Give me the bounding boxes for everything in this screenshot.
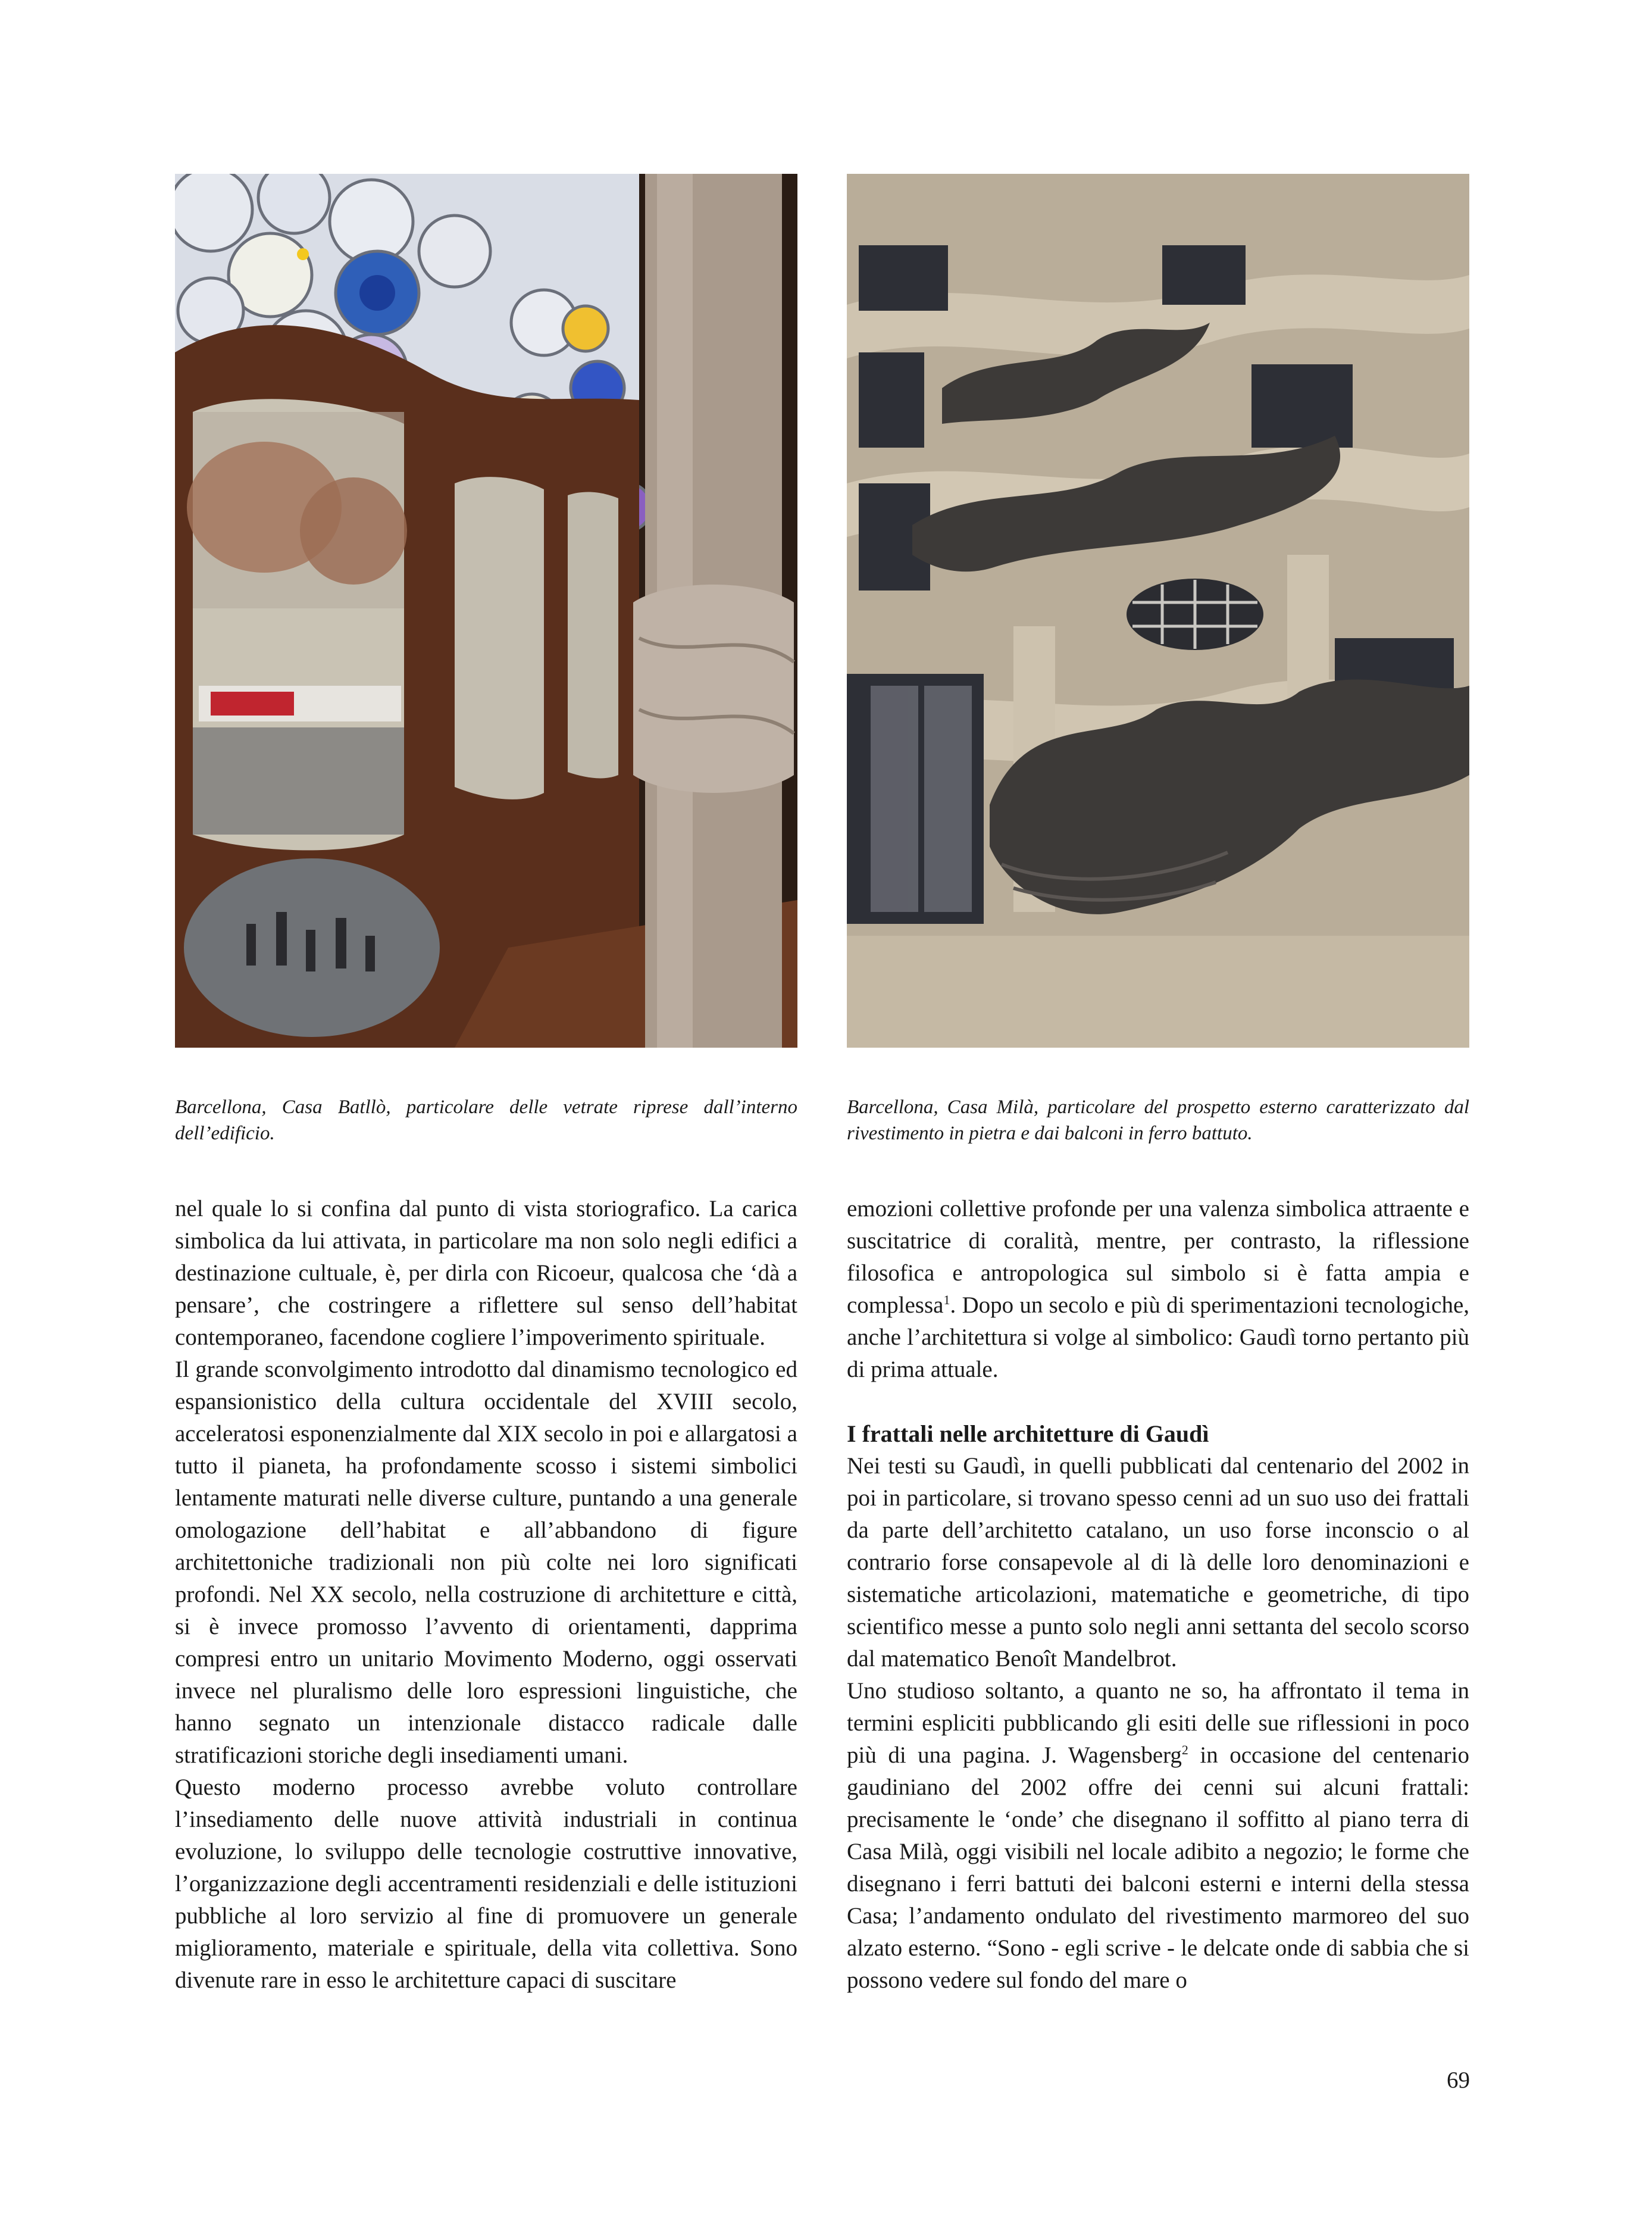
stone-facade-illustration	[847, 174, 1469, 1048]
caption-casa-batllo: Barcellona, Casa Batllò, particolare delle vetrate riprese dall’interno dell’edificio.	[175, 1096, 797, 1144]
paragraph-text: in occasione del centenario gaudiniano del 2002 offre dei cenni sui alcuni frattali: precisamente le ‘onde’ che disegnano il soffitto al piano terra di Casa Milà, oggi visibili nel locale adibito a negozio; le forme che disegnano i ferri battuti dei balconi esterni e interni della stessa Casa; l’andamento ondulato del rivestimento marmoreo del suo alzato esterno. “Sono - egli scrive - le delcate onde di sabbia che si possono vedere sul fondo del mare o	[847, 1742, 1469, 1993]
paragraph-text: emozioni collettive profonde per una valenza simbolica attraente e suscitatrice di coralità, mentre, per contrasto, la riflessione filosofica e antropologica sul simbolo si è fatta ampia e complessa	[847, 1196, 1469, 1318]
caption-casa-mila: Barcellona, Casa Milà, particolare del prospetto esterno caratterizzato dal rivestimento in pietra e dai balconi in ferro battuto.	[847, 1096, 1469, 1144]
left-text-column	[175, 1193, 797, 1997]
paragraph	[847, 1675, 1469, 1997]
stained-glass-window-illustration	[175, 174, 797, 1048]
paragraph-text: Uno studioso soltanto, a quanto ne so, ha affrontato il tema in termini espliciti pubblicando gli esiti delle sue riflessioni in poco più di una pagina. J. Wagensberg	[847, 1678, 1469, 1768]
photo-casa-batllo	[175, 174, 797, 1048]
footnote-ref-2[interactable]: 2	[1181, 1742, 1188, 1757]
paragraph: Questo moderno processo avrebbe voluto controllare l’insediamento delle nuove attività industriali in continua evoluzione, lo sviluppo delle tecnologie costruttive innovative, l’organizzazione degli accentramenti residenziali e delle istituzioni pubbliche al loro servizio al fine di promuovere un generale miglioramento, materiale e spirituale, della vita collettiva. Sono divenute rare in esso le architetture capaci di suscitare	[175, 1775, 797, 1993]
right-text-column	[847, 1193, 1469, 1997]
page-number: 69	[1447, 2067, 1470, 2093]
footnote-ref-1[interactable]: 1	[943, 1292, 950, 1307]
section-heading: I frattali nelle architetture di Gaudì	[847, 1420, 1209, 1447]
paragraph: Nei testi su Gaudì, in quelli pubblicati dal centenario del 2002 in poi in particolare, si trovano spesso cenni ad un suo uso dei frattali da parte dell’architetto catalano, un uso forse inconscio o al contrario forse consapevole al di là delle loro denominazioni e sistematiche articolazioni, matematiche e geometriche, di tipo scientifico messe a punto solo negli anni settanta del secolo scorso dal matematico Benoît Mandelbrot.	[847, 1453, 1469, 1672]
paragraph-text: . Dopo un secolo e più di sperimentazioni tecnologiche, anche l’architettura si volge al simbolico: Gaudì torno pertanto più di prima attuale.	[847, 1292, 1469, 1382]
photo-casa-mila	[847, 174, 1469, 1048]
paragraph: nel quale lo si confina dal punto di vista storiografico. La carica simbolica da lui attivata, in particolare ma non solo negli edifici a destinazione cultuale, è, per dirla con Ricoeur, qualcosa che ‘dà a pensare’, che costringere a riflettere sul senso dell’habitat contemporaneo, facendone cogliere l’impoverimento spirituale.	[175, 1196, 797, 1350]
paragraph: Il grande sconvolgimento introdotto dal dinamismo tecnologico ed espansionistico della cultura occidentale del XVIII secolo, acceleratosi esponenzialmente dal XIX secolo in poi e allargatosi a tutto il pianeta, ha profondamente scosso i sistemi simbolici lentamente maturati nelle diverse culture, puntando a una generale omologazione dell’habitat e all’abbandono di figure architettoniche tradizionali non più colte nei loro significati profondi. Nel XX secolo, nella costruzione di architetture e città, si è invece promosso l’avvento di orientamenti, dapprima compresi entro un unitario Movimento Moderno, oggi osservati invece nel pluralismo delle loro espressioni linguistiche, che hanno segnato un intenzionale distacco radicale dalle stratificazioni storiche degli insediamenti umani.	[175, 1357, 797, 1768]
paragraph	[847, 1193, 1469, 1386]
